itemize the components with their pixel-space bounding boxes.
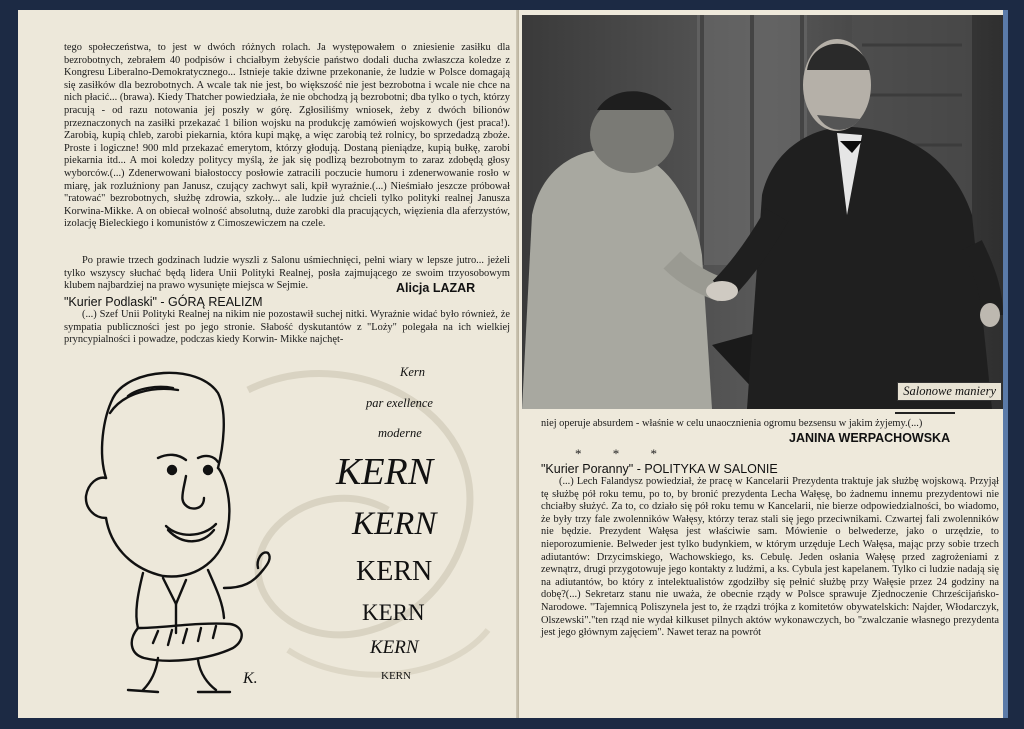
- kern-word-3: KERN: [356, 556, 433, 587]
- caricature-drawing: [58, 358, 288, 698]
- page-edge: [1003, 10, 1008, 718]
- left-page: [18, 10, 518, 718]
- author-signature: Alicja LAZAR: [396, 281, 476, 295]
- right-page: [519, 10, 1008, 718]
- artist-mark: K.: [243, 670, 258, 687]
- photo-illustration: [522, 15, 1007, 409]
- caption-rule: [895, 410, 955, 416]
- section-heading-right: "Kurier Poranny" - POLITYKA W SALONIE: [541, 462, 778, 476]
- closing-paragraph: Po prawie trzech godzinach ludzie wyszli z Salonu uśmiechnięci, pełni wiary w lepsze jutro... jeżeli tylko wszyscy słuchać będą lidera Unii Polityki Realnej, posła zajmującego ze swoim trzyosobowym klubem najbardziej na prawo wysunięte miejsca w Sejmie.: [64, 255, 510, 292]
- handshake-photo: [522, 15, 1007, 409]
- section-heading: "Kurier Podlaski" - GÓRĄ REALIZM: [64, 295, 263, 309]
- section-text: (...) Szef Unii Polityki Realnej na nikim nie pozostawił suchej nitki. Wyraźnie widać było również, że sympatia publiczności jest po jego stronie. Słabość dyskutantów z "Loży" polegała na ich wielkiej pryncypialności i powadze, podczas kiedy Korwin- Mikke najchęt-: [64, 309, 510, 346]
- author-signature-right: JANINA WERPACHOWSKA: [789, 431, 951, 445]
- section-separator: * * *: [575, 446, 671, 461]
- kern-word-5: KERN: [370, 637, 419, 658]
- continuation-text: niej operuje absurdem - właśnie w celu unaocznienia ogromu bezsensu w jakim żyjemy.(...): [541, 418, 923, 429]
- cartoon-tagline-2: par exellence: [366, 396, 433, 410]
- section-text-right: (...) Lech Falandysz powiedział, że pracę w Kancelarii Prezydenta traktuje jak służbę wojskową. Przyjął tę służbę pół roku temu, po to, by bronić prezydenta Lecha Wałęsę, bo żadnemu innemu prezydentowi nie chciałby służyć. Za to, co działo się pół roku temu w Kancelarii, nie bierze odpowiedzialności, bo wiadomo, że były trzy fale zwolenników Wałęsy, którzy teraz stali się jego przeciwnikami. Czwartej fali zwolenników nie będzie. Prezydent Wałęsa jest właściwie sam. Mówienie o belwederze, jako o urzędzie, to nieporozumienie. Belweder jest tylko budynkiem, w którym urzęduje Lech Wałęsa, mając przy sobie trzech adiutantów: Drzycimskiego, Wachowskiego, ks. Cebulę. Jeden osłania Wałęsę przed zagrożeniami z zewnątrz, drugi przygotowuje jego kontakty z ludźmi, a ks. Cybula jest kapelanem. Tylko ci ludzie nadają się na adiutantów, bo który z intelektualistów zgodziłby się pełnić służbę przy Wałęsie przez 24 godziny na dobę?(...) Sekretarz stanu nie uważa, że obecnie rządy w Polsce sprawuje Zjednoczenie Chrześcijańsko-Narodowe. "Tajemnicą Poliszynela jest to, że rządzi trójka z komitetów obywatelskich: Najder, Włodarczyk, Olszewski"."ten rząd nie wydał kilkuset pilnych aktów wykonawczych, bo "zwalczanie własnego prezydenta jest jego głównym zajęciem". Nawet teraz na powrót: [541, 476, 999, 639]
- intro-article-text: tego społeczeństwa, to jest w dwóch różnych rolach. Ja występowałem o zniesienie zasiłku dla bezrobotnych, zebrałem 40 podpisów i chciałbym żebyście państwo dodali ducha zwłaszcza koledze z Kongresu Liberalno-Demokratycznego... Istnieje takie dziwne przekonanie, że ludzie w Polsce domagają się zasiłków dla bezrobotnych. A wcale tak nie jest, bo większość nie jest bezrobotna i wcale nie chce na nich płacić... (brawa). Kiedy Thatcher powiedziała, że nie obchodzą ją bezrobotni; dba tylko o tych, którzy pracują - od razu notowania jej poszły w górę. Zgłosiliśmy wniosek, żeby z dwóch bilionów przeznaczonych na zasiłki przekazać 1 bilion wojsku na produkcję zamówień wojskowych (jest praca!). Zarobią, kupią chleb, zarobi piekarnia, która kupi mąkę, a więc zarobią też rolnicy, bo sprzedadzą zboże. Proste i logiczne! 900 mld przekazać emerytom, którzy głodują. Dostaną pieniądze, kupią bułkę, zarobi piekarnia itd... A moi koledzy politycy myślą, że jak się podlizą bezrobotnym to zaraz zdobędą głosy wyborców.(...) Zdenerwowani białostoccy posłowie zatracili poczucie humoru i zdenerwowanie rosło w miarę, jak rozluźniony pan Janusz, czujący zachwyt sali, kpił wyraźnie.(...) Nieśmiało jeszcze próbował "ratować" bezrobotnych, służbę zdrowia, szkoły... ale ludzie już chcieli tylko polityki realnej Janusza Korwina-Mikke. A on obiecał wolność absolutną, duże zarobki dla pracujących, więzienia dla aferzystów, izolację Bieleckiego i komunistów z Cimoszewiczem na czele.: [64, 42, 510, 230]
- cartoon-tagline-1: Kern: [400, 365, 425, 379]
- magazine-spread: [18, 10, 1008, 718]
- kern-word-4: KERN: [362, 600, 425, 625]
- kern-word-6: KERN: [381, 670, 411, 682]
- kern-word-2: KERN: [352, 506, 437, 542]
- kern-word-1: KERN: [336, 451, 434, 493]
- cartoon-tagline-3: moderne: [378, 426, 422, 440]
- photo-caption: Salonowe maniery: [897, 382, 1002, 401]
